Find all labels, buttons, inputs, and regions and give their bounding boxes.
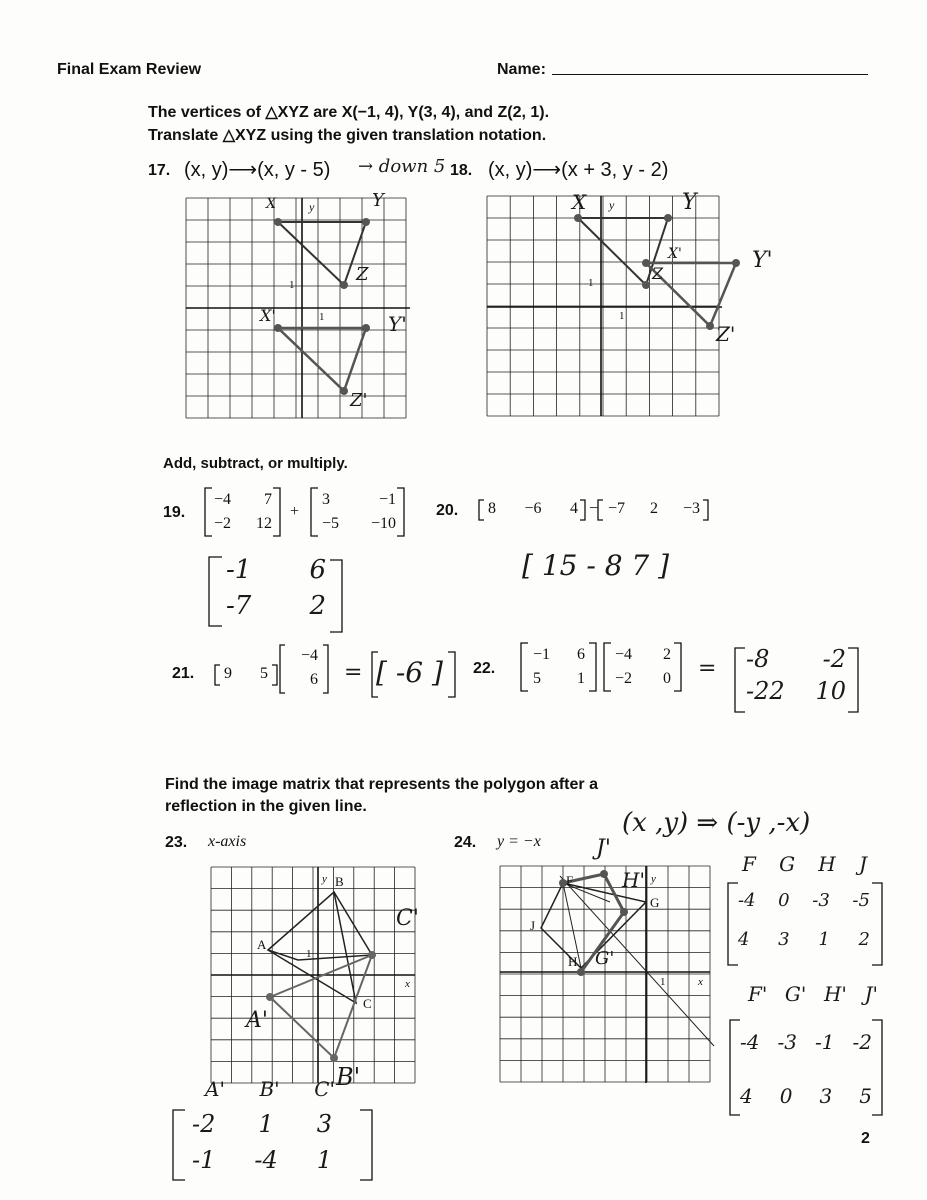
label-23-axis-y: y: [322, 873, 327, 885]
q23-answer-headers: A' B' C': [205, 1077, 335, 1101]
q19-answer: -1 6 -7 2: [226, 555, 326, 621]
reflection-instruction-2: reflection in the given line.: [165, 798, 367, 815]
label-17-z: Z: [356, 264, 369, 285]
label-18-y: Y: [682, 190, 697, 215]
q20-answer: [ 15 - 8 7 ]: [522, 549, 670, 582]
label-17-yp: Y': [388, 312, 407, 336]
label-24-f: F: [566, 873, 574, 888]
label-23-cp: C': [396, 906, 419, 931]
translation-instruction-2: Translate △XYZ using the given translation notation.: [148, 127, 547, 144]
question-22-number: 22.: [473, 660, 496, 677]
q20-matrix-a: 8 −6 4: [488, 500, 578, 517]
label-23-c: C: [363, 996, 372, 1011]
label-18-z: Z: [652, 264, 664, 283]
label-23-a: A: [257, 937, 267, 952]
label-18-xp: X': [668, 246, 682, 262]
q21-matrix-a: 9 5: [224, 665, 268, 682]
label-23-axis-x: x: [405, 978, 410, 990]
q20-matrix-b: −7 2 −3: [608, 500, 700, 517]
tick-17-x1: 1: [319, 311, 325, 323]
q19-matrix-a: −4 7 −2 12: [214, 491, 272, 532]
label-24-hp: H': [622, 868, 645, 892]
label-17-x: X: [266, 196, 276, 212]
label-17-xp: X': [260, 306, 276, 325]
q23-answer: -2 1 3 -1 -4 1: [192, 1110, 332, 1174]
triangle-xyz-17: [278, 222, 366, 285]
label-24-gp: G': [595, 948, 615, 969]
q24-headers-bottom: F' G' H' J': [748, 982, 878, 1006]
q24-matrix-top: -4 0 -3 -5 4 3 1 2: [738, 890, 870, 950]
name-label: Name:: [497, 61, 546, 78]
question-18-number: 18.: [450, 162, 473, 179]
question-24-line: y = −x: [497, 833, 541, 850]
label-23-bp: B': [336, 1063, 361, 1091]
label-23-ap: A': [246, 1008, 268, 1033]
label-24-g: G: [650, 895, 660, 910]
question-17-note: → down 5: [358, 156, 446, 177]
q20-operator: −: [589, 500, 599, 517]
label-17-axis-y: y: [309, 200, 315, 214]
triangle-xyz-image-17: [278, 328, 366, 391]
question-21-number: 21.: [172, 665, 195, 682]
question-23-line: x-axis: [208, 833, 247, 850]
polygon-abc-image: [270, 955, 372, 1058]
label-23-b: B: [335, 874, 344, 889]
label-18-yp: Y': [752, 248, 773, 273]
q19-operator: +: [290, 503, 300, 520]
matrix-instruction: Add, subtract, or multiply.: [163, 455, 348, 472]
graph-17: [186, 198, 410, 418]
question-24-number: 24.: [454, 834, 477, 851]
q22-answer: -8 -2 -22 10: [746, 645, 846, 705]
q22-equals: =: [698, 656, 717, 681]
tick-18-y1: 1: [588, 277, 594, 289]
q24-matrix-bottom: -4 -3 -1 -2 4 0 3 5: [740, 1030, 872, 1108]
q21-matrix-b: −4 6: [300, 647, 318, 688]
graph-23: [211, 867, 415, 1083]
label-24-h: H: [568, 954, 578, 969]
q24-headers-top: F G H J: [742, 852, 867, 876]
q21-answer: [ -6 ]: [376, 656, 443, 689]
line-y-equals-neg-x: [560, 876, 714, 1046]
label-17-y: Y: [372, 190, 384, 211]
graph-24: [500, 866, 714, 1083]
question-19-number: 19.: [163, 504, 186, 521]
q21-equals: =: [344, 660, 363, 685]
label-24-j: J: [530, 918, 536, 933]
label-18-zp: Z': [716, 322, 736, 346]
q22-matrix-a: −1 6 5 1: [533, 646, 585, 687]
translation-instruction-1: The vertices of △XYZ are X(−1, 4), Y(3, 4), and Z(2, 1).: [148, 104, 550, 121]
label-24-axis-y: y: [651, 873, 656, 885]
question-17-number: 17.: [148, 162, 171, 179]
question-17-rule: (x, y)⟶(x, y - 5): [184, 159, 331, 181]
page-title: Final Exam Review: [57, 61, 202, 78]
graph-18: [487, 196, 740, 416]
label-17-zp: Z': [350, 390, 368, 411]
tick-17-y1: 1: [289, 279, 295, 291]
tick-18-x1: 1: [619, 310, 625, 322]
polygon-abc: [268, 892, 372, 960]
label-23-one: 1: [306, 948, 312, 960]
label-24-axis-x: x: [698, 976, 703, 988]
page-number: 2: [861, 1130, 870, 1147]
question-18-rule: (x, y)⟶(x + 3, y - 2): [488, 159, 669, 181]
label-18-x: X: [572, 190, 587, 214]
q24-handwritten-rule: (x ,y) ⇒ (-y ,-x): [622, 808, 811, 838]
label-18-axis-y: y: [609, 198, 615, 212]
q22-matrix-b: −4 2 −2 0: [615, 646, 671, 687]
q19-matrix-b: 3 −1 −5 −10: [322, 491, 396, 532]
label-24-jp: J': [596, 836, 611, 861]
question-23-number: 23.: [165, 834, 188, 851]
reflection-instruction-1: Find the image matrix that represents the polygon after a: [165, 776, 598, 793]
label-24-one: 1: [660, 976, 666, 988]
question-20-number: 20.: [436, 502, 459, 519]
